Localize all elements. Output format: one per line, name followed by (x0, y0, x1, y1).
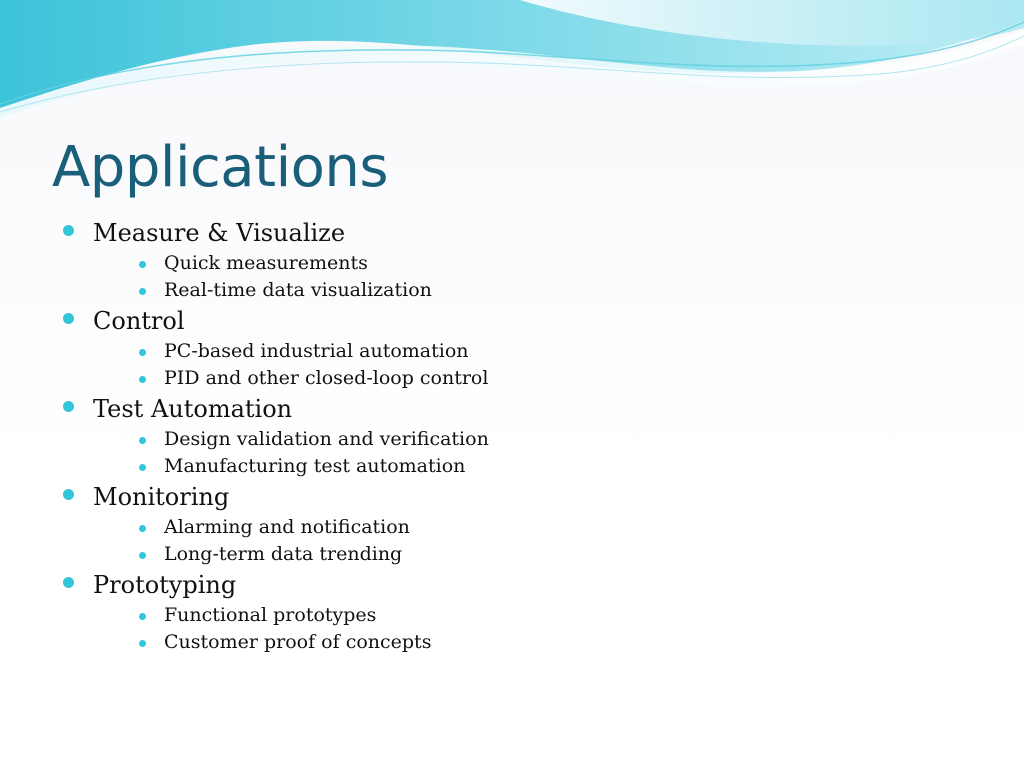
bullet-icon (139, 288, 146, 295)
bullet-icon (139, 640, 146, 647)
sub-item-label: PC-based industrial automation (164, 340, 469, 362)
bullet-list (60, 216, 980, 656)
sub-item-label: Manufacturing test automation (164, 455, 466, 477)
sub-item-label: Design validation and verification (164, 428, 489, 450)
list-item (60, 250, 980, 277)
list-item (60, 216, 980, 250)
bullet-icon (139, 261, 146, 268)
section-heading: Measure & Visualize (93, 219, 346, 247)
bullet-icon (139, 464, 146, 471)
bullet-icon (139, 349, 146, 356)
bullet-icon (139, 552, 146, 559)
sub-item-label: PID and other closed-loop control (164, 367, 489, 389)
list-item (60, 304, 980, 338)
bullet-icon (139, 376, 146, 383)
wave-header-decoration (0, 0, 1024, 130)
section-heading: Monitoring (93, 483, 230, 511)
list-item (60, 392, 980, 426)
bullet-icon (139, 437, 146, 444)
sub-item-label: Customer proof of concepts (164, 631, 432, 653)
list-item (60, 568, 980, 602)
list-item (60, 541, 980, 568)
bullet-icon (63, 401, 74, 412)
section-heading: Prototyping (93, 571, 237, 599)
section-prototyping (60, 568, 980, 656)
list-item (60, 453, 980, 480)
bullet-icon (63, 225, 74, 236)
section-monitoring (60, 480, 980, 568)
list-item (60, 480, 980, 514)
bullet-icon (63, 489, 74, 500)
list-item (60, 514, 980, 541)
bullet-icon (139, 525, 146, 532)
section-heading: Test Automation (93, 395, 293, 423)
bullet-icon (63, 313, 74, 324)
section-control (60, 304, 980, 392)
slide-title: Applications (52, 135, 389, 200)
list-item (60, 365, 980, 392)
list-item (60, 629, 980, 656)
section-heading: Control (93, 307, 185, 335)
sub-item-label: Functional prototypes (164, 604, 377, 626)
sub-item-label: Real-time data visualization (164, 279, 432, 301)
list-item (60, 338, 980, 365)
section-measure-visualize (60, 216, 980, 304)
sub-item-label: Quick measurements (164, 252, 368, 274)
bullet-icon (63, 577, 74, 588)
bullet-icon (139, 613, 146, 620)
sub-item-label: Long-term data trending (164, 543, 403, 565)
list-item (60, 426, 980, 453)
list-item (60, 277, 980, 304)
section-test-automation (60, 392, 980, 480)
sub-item-label: Alarming and notification (164, 516, 410, 538)
list-item (60, 602, 980, 629)
